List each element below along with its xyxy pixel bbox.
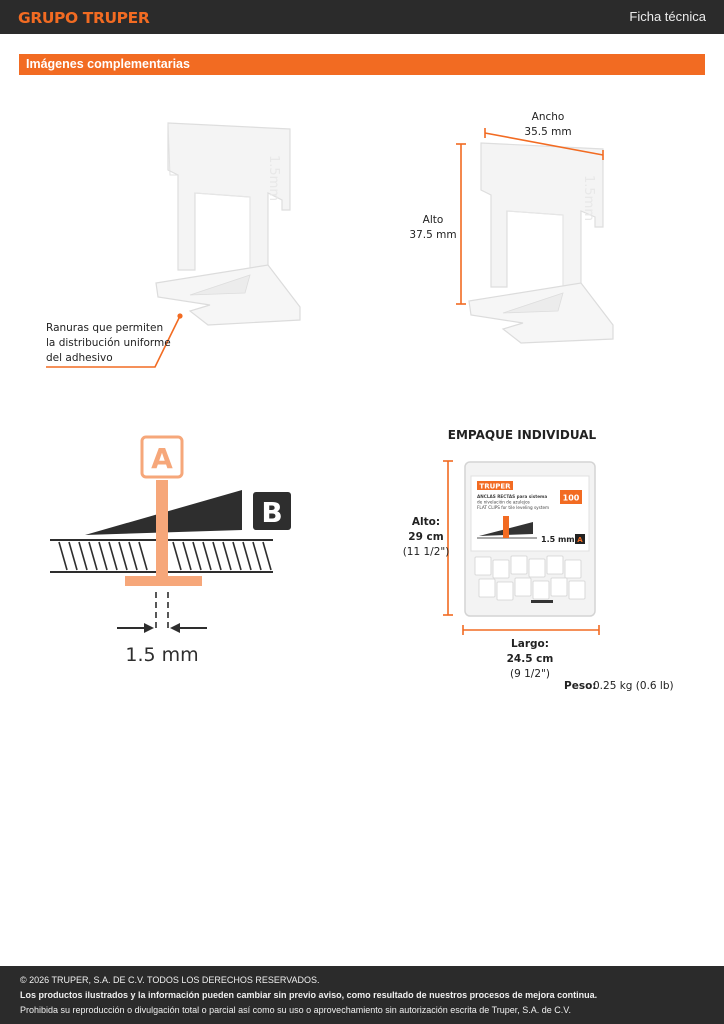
- weight-label: Peso:: [564, 680, 597, 692]
- package-line-3: FLAT CLIPS for tile leveling system: [477, 505, 550, 510]
- footer-copyright: © 2026 TRUPER, S.A. DE C.V. TODOS LOS DERECHOS RESERVADOS.: [20, 975, 320, 985]
- callout-line-1: Ranuras que permiten: [46, 322, 164, 334]
- package-line-1: ANCLAS RECTAS para sistema: [477, 494, 548, 499]
- brand-logo: GRUPO TRUPER: [18, 9, 150, 27]
- package-height-in: (11 1/2"): [402, 546, 450, 558]
- package-brand: TRUPER: [479, 482, 511, 491]
- package-length-line: [460, 622, 602, 638]
- clip-illustration-grooves: [150, 115, 310, 335]
- package-length-in: (9 1/2"): [510, 668, 550, 680]
- package-length-label: Largo:: [511, 638, 549, 650]
- clip-base: [125, 576, 202, 586]
- section-header: [19, 54, 705, 75]
- footer-notice: Los productos ilustrados y la información pueden cambiar sin previo aviso, como resultado de nuestros procesos de mejora continua.: [20, 990, 598, 1000]
- installation-diagram: [45, 430, 295, 670]
- package-line-2: de nivelación de azulejos: [477, 499, 530, 505]
- footer-prohibition: Prohibida su reproducción o divulgación total o parcial así como su uso o aprovechamiento sin autorización escrita de Truper, S.A. de C.V.: [20, 1005, 571, 1015]
- height-label: Alto: [422, 214, 444, 226]
- package-height-cm: 29 cm: [408, 531, 444, 543]
- footer: [0, 966, 724, 1024]
- clip-marking-text: 1.5mm: [266, 155, 281, 202]
- clip-illustration-dimensions: [465, 135, 625, 355]
- marker-b-letter: B: [261, 496, 283, 529]
- package-size: 1.5 mm: [541, 535, 575, 544]
- package-count: 100: [562, 493, 580, 503]
- header-bar: [0, 0, 724, 34]
- clip-marking-text-2: 1.5mm: [581, 175, 596, 222]
- callout-line-2: la distribución uniforme: [46, 337, 171, 349]
- width-value: 35.5 mm: [524, 126, 572, 138]
- gap-measurement: 1.5 mm: [125, 644, 199, 666]
- section-title: Imágenes complementarias: [26, 57, 190, 71]
- package-marker: A: [577, 536, 583, 544]
- package-length-cm: 24.5 cm: [506, 653, 554, 665]
- document-type: Ficha técnica: [629, 9, 706, 24]
- package-title: EMPAQUE INDIVIDUAL: [447, 428, 597, 442]
- callout-line-3: del adhesivo: [46, 352, 113, 364]
- package-height-label: Alto:: [411, 516, 441, 528]
- clip-stem: [156, 480, 168, 578]
- weight-value: 0.25 kg (0.6 lb): [593, 680, 674, 692]
- width-label: Ancho: [531, 111, 565, 123]
- package-illustration: [463, 460, 598, 618]
- marker-a-letter: A: [151, 442, 173, 475]
- height-value: 37.5 mm: [409, 229, 457, 241]
